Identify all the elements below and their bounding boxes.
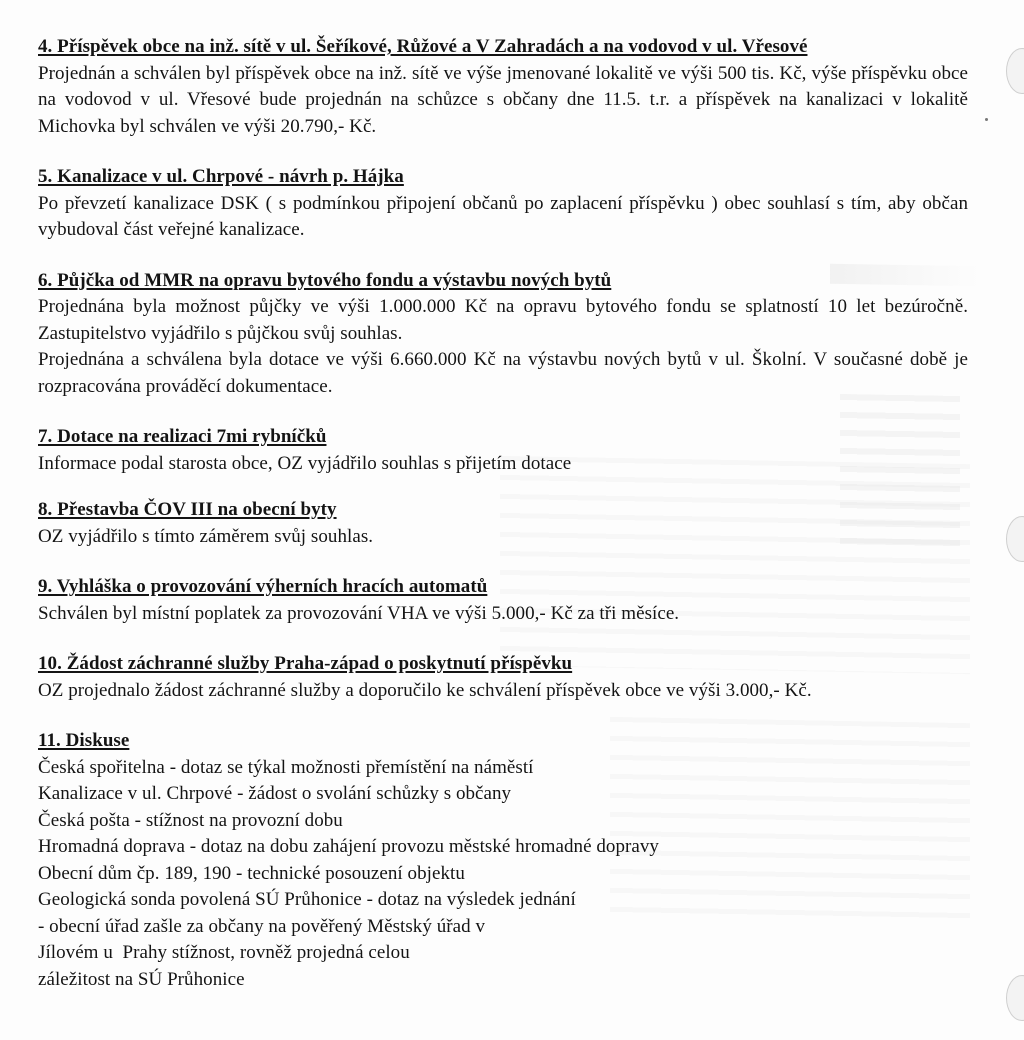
discussion-item: Hromadná doprava - dotaz na dobu zahájení provozu městské hromadné dopravy [38, 836, 659, 857]
section-paragraph: Projednán a schválen byl příspěvek obce na inž. sítě ve výše jmenované lokalitě ve výši 500 tis. Kč, výše příspěvku obce na vodovod v ul. Vřesové bude projednán na schůzce s občany dne 11.5. t.r. a příspěvek na kanalizaci v lokalitě Michovka byl schválen ve výši 20.790,- Kč. [38, 62, 968, 137]
section-heading: 5. Kanalizace v ul. Chrpové - návrh p. Hájka [38, 166, 404, 187]
section-11-discussion [38, 728, 968, 993]
punch-hole [1006, 975, 1024, 1021]
section-paragraph: Projednána a schválena byla dotace ve výši 6.660.000 Kč na výstavbu nových bytů v ul. Školní. V současné době je rozpracována prováděcí dokumentace. [38, 349, 968, 397]
discussion-item: Geologická sonda povolená SÚ Průhonice - dotaz na výsledek jednání [38, 889, 576, 910]
section-paragraph: OZ projednalo žádost záchranné služby a doporučilo ke schválení příspěvek obce ve výši 3.000,- Kč. [38, 679, 812, 701]
section-paragraph: Schválen byl místní poplatek za provozování VHA ve výši 5.000,- Kč za tři měsíce. [38, 602, 680, 624]
punch-hole [1006, 48, 1024, 94]
discussion-note-line: záležitost na SÚ Průhonice [38, 968, 245, 990]
section-6 [38, 268, 968, 401]
section-5 [38, 164, 968, 244]
speck [985, 118, 988, 121]
discussion-item: Obecní dům čp. 189, 190 - technické posouzení objektu [38, 862, 465, 884]
section-paragraph: Informace podal starosta obce, OZ vyjádřilo souhlas s přijetím dotace [38, 452, 572, 474]
section-heading: 8. Přestavba ČOV III na obecní byty [38, 499, 337, 520]
section-8 [38, 497, 968, 550]
discussion-item: Kanalizace v ul. Chrpové - žádost o svolání schůzky s občany [38, 783, 512, 804]
section-10 [38, 651, 968, 704]
section-heading: 9. Vyhláška o provozování výherních hracích automatů [38, 576, 488, 597]
section-paragraph: Po převzetí kanalizace DSK ( s podmínkou připojení občanů po zaplacení příspěvku ) obec souhlasí s tím, aby občan vybudoval část veřejné kanalizace. [38, 192, 968, 240]
discussion-note-line: Jílovém u Prahy stížnost, rovněž projedná celou [38, 942, 410, 963]
section-paragraph: Projednána byla možnost půjčky ve výši 1.000.000 Kč na opravu bytového fondu se splatností 10 let bezúročně. Zastupitelstvo vyjádřilo s půjčkou svůj souhlas. [38, 296, 968, 344]
section-heading: 10. Žádost záchranné služby Praha-západ o poskytnutí příspěvku [38, 653, 573, 674]
discussion-item: Česká pošta - stížnost na provozní dobu [38, 809, 343, 831]
section-heading: 4. Příspěvek obce na inž. sítě v ul. Šeříkové, Růžové a V Zahradách a na vodovod v ul. Vřesové [38, 36, 808, 57]
discussion-note-line: - obecní úřad zašle za občany na pověřený Městský úřad v [38, 915, 486, 937]
document-body [38, 34, 968, 993]
section-7 [38, 424, 968, 477]
section-heading: 6. Půjčka od MMR na opravu bytového fondu a výstavbu nových bytů [38, 269, 612, 291]
section-heading: 7. Dotace na realizaci 7mi rybníčků [38, 426, 327, 447]
section-9 [38, 574, 968, 627]
discussion-item: Česká spořitelna - dotaz se týkal možnosti přemístění na náměstí [38, 756, 534, 778]
section-heading: 11. Diskuse [38, 730, 130, 751]
section-4 [38, 34, 968, 140]
section-paragraph: OZ vyjádřilo s tímto záměrem svůj souhlas. [38, 525, 374, 547]
punch-hole [1006, 516, 1024, 562]
